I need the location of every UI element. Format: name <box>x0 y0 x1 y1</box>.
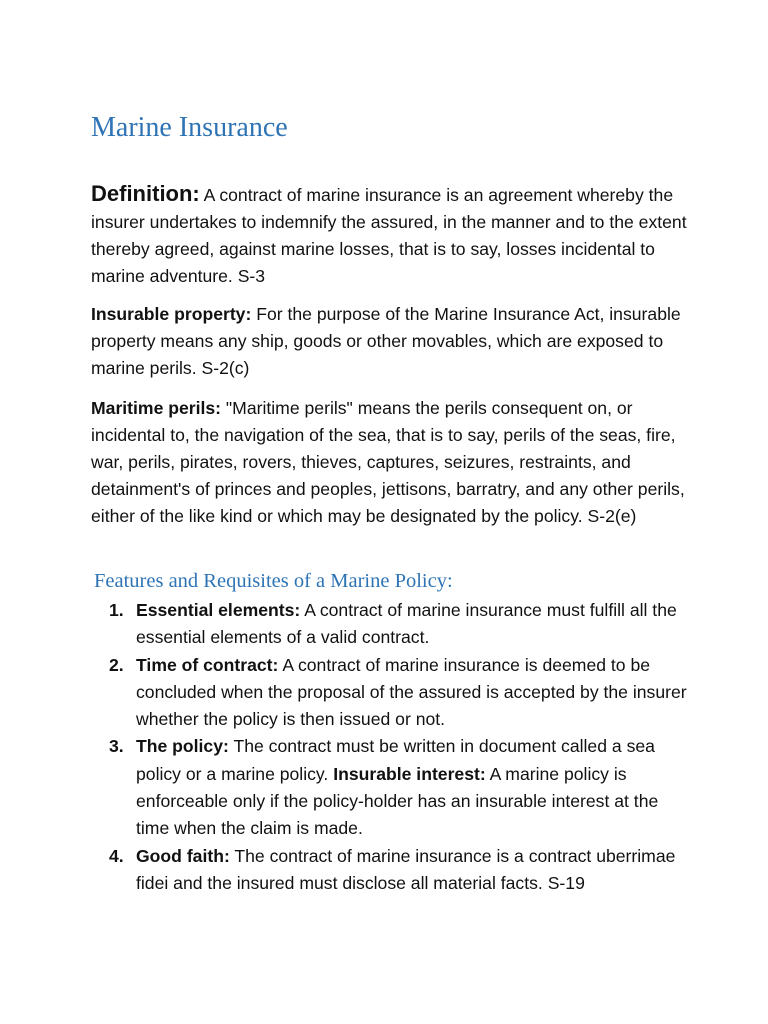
feature-item-time-of-contract <box>91 652 691 734</box>
maritime-perils-paragraph <box>91 395 691 530</box>
feature-label: Essential elements: <box>136 600 301 620</box>
features-heading: Features and Requisites of a Marine Policy: <box>94 570 453 592</box>
feature-label: Time of contract: <box>136 654 279 675</box>
feature-text: A contract of marine insurance is deemed to be concluded when the proposal of the assured is accepted by the insurer whether the policy is then issued or not. <box>136 654 687 730</box>
feature-text: The contract must be written in document called a sea policy or a marine policy. <box>136 736 655 784</box>
feature-label: The policy: <box>136 736 229 757</box>
feature-item-essential-elements <box>91 597 691 652</box>
maritime-perils-label: Maritime perils: <box>91 398 222 418</box>
definition-text: A contract of marine insurance is an agreement whereby the insurer undertakes to indemnify the assured, in the manner and to the extent thereby agreed, against marine losses, that is to say, losses incidental to marine adventure. S-3 <box>91 185 687 286</box>
definition-label: Definition: <box>91 181 200 206</box>
feature-item-the-policy <box>91 733 691 842</box>
maritime-perils-text: "Maritime perils" means the perils consequent on, or incidental to, the navigation of the sea, that is to say, perils of the seas, fire, war, perils, pirates, rovers, thieves, captures, seizures, restraints, and detainment's of princes and peoples, jettisons, barratry, and any other perils, either of the like kind or which may be designated by the policy. S-2(e) <box>91 398 685 526</box>
page-title: Marine Insurance <box>91 112 288 143</box>
feature-number: 2. <box>109 654 124 675</box>
feature-number: 3. <box>109 736 124 757</box>
feature-item-good-faith <box>91 843 691 898</box>
feature-label-insurable-interest: Insurable interest: <box>333 763 486 784</box>
feature-number: 1. <box>109 600 124 620</box>
insurable-property-paragraph <box>91 301 691 382</box>
feature-number: 4. <box>109 845 124 866</box>
feature-label: Good faith: <box>136 845 230 866</box>
insurable-property-label: Insurable property: <box>91 304 252 324</box>
features-list <box>91 597 691 897</box>
feature-text: The contract of marine insurance is a contract uberrimae fidei and the insured must disclose all material facts. S-19 <box>136 845 676 893</box>
feature-text: A contract of marine insurance must fulfill all the essential elements of a valid contract. <box>136 600 677 648</box>
definition-paragraph <box>91 180 691 290</box>
insurable-property-text: For the purpose of the Marine Insurance Act, insurable property means any ship, goods or other movables, which are exposed to marine perils. S-2(c) <box>91 304 681 378</box>
feature-text-insurable-interest: A marine policy is enforceable only if the policy-holder has an insurable interest at the time when the claim is made. <box>136 763 659 839</box>
